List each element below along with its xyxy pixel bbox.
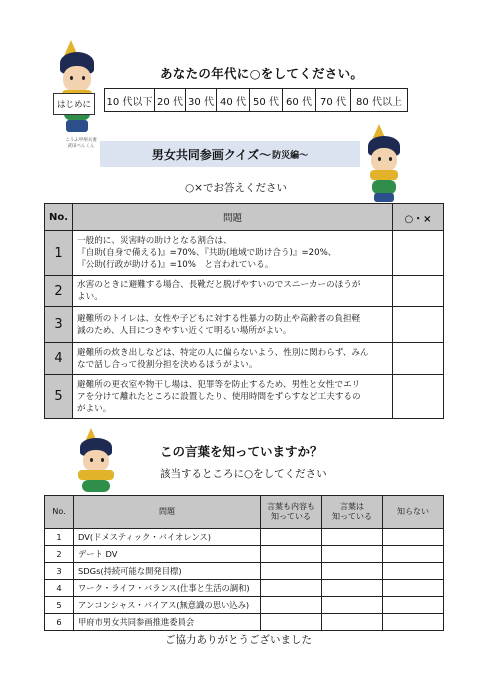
words-row-number: 5: [45, 597, 74, 614]
words-header-know-meaning: [261, 496, 322, 529]
words-instructions: 該当するところに○をしてください: [160, 468, 327, 480]
age-option[interactable]: 20 代: [154, 89, 185, 111]
question-line: 『公助(行政が助ける)』=10% と言われている。: [77, 260, 274, 270]
question-line: 一般的に、災害時の助けとなる割合は、: [77, 236, 232, 246]
words-row-number: 3: [45, 563, 74, 580]
check-cell[interactable]: [383, 614, 444, 631]
quiz-table: [44, 203, 444, 419]
age-selection-row: [104, 88, 408, 112]
check-cell[interactable]: [383, 546, 444, 563]
age-option[interactable]: 10 代以下: [106, 96, 153, 108]
words-header-no: No.: [45, 496, 74, 529]
words-row: [45, 580, 444, 597]
answer-cell[interactable]: [393, 307, 444, 343]
mascot-caption: こうふ甲州夫妻 武田ぺんくん: [65, 138, 97, 149]
quiz-row: [45, 375, 444, 419]
answer-cell[interactable]: [393, 231, 444, 276]
header-line: 言葉は: [340, 502, 364, 511]
quiz-subtitle: 防災編〜: [272, 150, 309, 161]
words-term: ワーク・ライフ・バランス(仕事と生活の調和): [74, 580, 261, 597]
quiz-header-question: 問題: [73, 204, 393, 231]
words-row-number: 4: [45, 580, 74, 597]
words-row-number: 6: [45, 614, 74, 631]
words-row-number: 2: [45, 546, 74, 563]
quiz-header-row: [45, 204, 444, 231]
words-term: DV(ドメスティック・バイオレンス): [74, 529, 261, 546]
words-row: [45, 529, 444, 546]
quiz-question: [73, 231, 393, 276]
quiz-question: [73, 276, 393, 307]
answer-cell[interactable]: [393, 343, 444, 375]
words-table: [44, 495, 444, 631]
answer-cell[interactable]: [393, 375, 444, 419]
quiz-row-number: 1: [45, 231, 73, 276]
question-line: よい。: [77, 292, 103, 302]
header-line: 知っている: [271, 512, 311, 521]
quiz-row: [45, 343, 444, 375]
check-cell[interactable]: [261, 597, 322, 614]
quiz-question: [73, 343, 393, 375]
mascot-illustration-3: [70, 428, 125, 494]
words-header-know-word: [322, 496, 383, 529]
check-cell[interactable]: [383, 580, 444, 597]
check-cell[interactable]: [261, 563, 322, 580]
words-title: この言葉を知っていますか？: [160, 444, 323, 459]
check-cell[interactable]: [261, 529, 322, 546]
check-cell[interactable]: [383, 529, 444, 546]
quiz-title: 男女共同参画クイズ〜: [151, 147, 272, 162]
question-line: 避難所のトイレは、女性や子どもに対する性暴力の防止や高齢者の負担軽: [77, 313, 361, 324]
check-cell[interactable]: [322, 580, 383, 597]
words-row-number: 1: [45, 529, 74, 546]
quiz-question: [73, 307, 393, 343]
thanks-message: ご協力ありがとうございました: [165, 634, 312, 646]
words-term: デート DV: [74, 546, 261, 563]
quiz-question: [73, 375, 393, 419]
age-option[interactable]: 40 代: [216, 89, 249, 111]
words-row: [45, 546, 444, 563]
quiz-row: [45, 307, 444, 343]
words-header-unknown: 知らない: [383, 496, 444, 529]
question-line: 水害のときに避難する場合、長靴だと脱げやすいのでスニーカーのほうが: [77, 280, 361, 290]
words-row: [45, 563, 444, 580]
quiz-row-number: 4: [45, 343, 73, 375]
words-header-row: [45, 496, 444, 529]
words-row: [45, 614, 444, 631]
check-cell[interactable]: [322, 597, 383, 614]
words-term: SDGs(持続可能な開発目標): [74, 563, 261, 580]
words-term: アンコンシャス・バイアス(無意識の思い込み): [74, 597, 261, 614]
quiz-row-number: 5: [45, 375, 73, 419]
header-line: 言葉も内容も: [267, 502, 315, 511]
age-option[interactable]: 60 代: [282, 89, 315, 111]
words-row: [45, 597, 444, 614]
quiz-instructions: ○×でお答えください: [185, 182, 287, 194]
age-option[interactable]: 70 代: [315, 89, 350, 111]
quiz-header-answer: ○・×: [393, 204, 444, 231]
words-header-term: 問題: [74, 496, 261, 529]
check-cell[interactable]: [261, 614, 322, 631]
question-line: 『自助(自身で備える)』=70%、『共助(地域で助け合う)』=20%、: [77, 248, 337, 258]
question-line: 避難所の炊き出しなどは、特定の人に偏らないよう、性別に関わらず、みん: [77, 347, 369, 358]
check-cell[interactable]: [261, 580, 322, 597]
check-cell[interactable]: [261, 546, 322, 563]
age-option[interactable]: 30 代: [185, 89, 216, 111]
question-line: 減のため、人目につきやすい近くて明るい場所がよい。: [77, 325, 292, 336]
check-cell[interactable]: [322, 614, 383, 631]
quiz-row-number: 2: [45, 276, 73, 307]
answer-cell[interactable]: [393, 276, 444, 307]
quiz-header-no: No.: [45, 204, 73, 231]
words-term: 甲府市男女共同参画推進委員会: [74, 614, 261, 631]
age-question-title: あなたの年代に○をしてください。: [160, 66, 364, 81]
quiz-row: [45, 276, 444, 307]
question-line: がよい。: [77, 403, 112, 414]
age-option[interactable]: 80 代以上: [350, 89, 407, 111]
question-line: なで話し合って役割分担を決めるほうがよい。: [77, 359, 258, 370]
quiz-banner: [100, 141, 360, 167]
age-option[interactable]: 50 代: [249, 89, 282, 111]
mascot-illustration-1: [48, 40, 108, 140]
check-cell[interactable]: [322, 546, 383, 563]
check-cell[interactable]: [383, 597, 444, 614]
header-line: 知っている: [332, 512, 372, 521]
check-cell[interactable]: [383, 563, 444, 580]
check-cell[interactable]: [322, 529, 383, 546]
check-cell[interactable]: [322, 563, 383, 580]
question-line: 避難所の更衣室や物干し場は、犯罪等を防止するため、男性と女性でエリ: [77, 379, 361, 390]
hajime-sign: はじめに: [53, 93, 95, 115]
quiz-row-number: 3: [45, 307, 73, 343]
question-line: アを分けて離れたところに設置したり、使用時間をずらすなど工夫するの: [77, 391, 361, 402]
quiz-row: [45, 231, 444, 276]
mascot-illustration-2: [360, 124, 410, 202]
